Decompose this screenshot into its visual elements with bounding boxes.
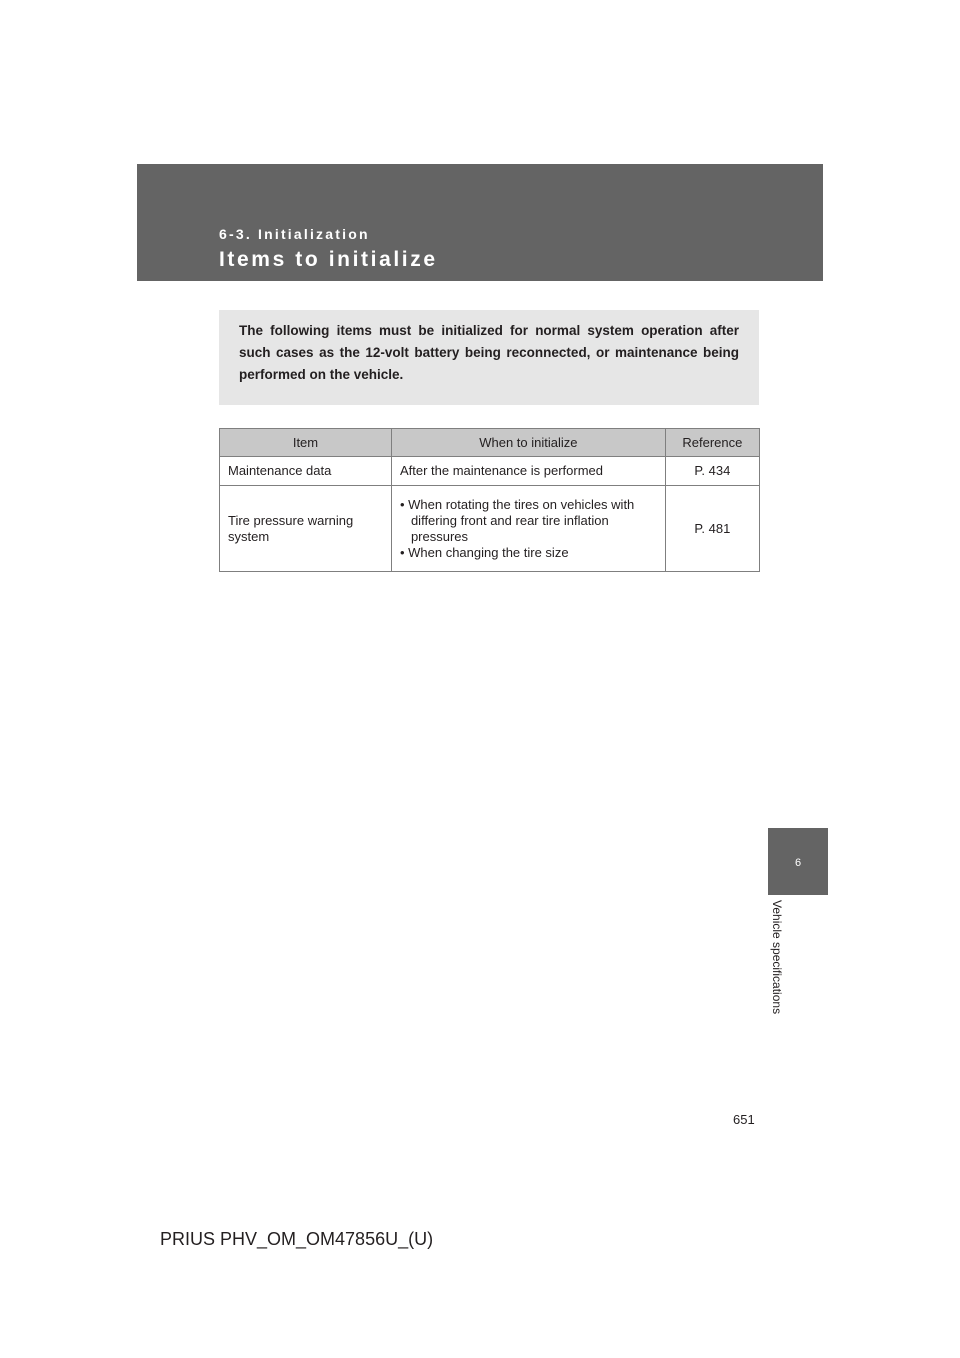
chapter-number: 6 <box>794 857 802 869</box>
page-number: 651 <box>733 1112 755 1127</box>
column-header-when: When to initialize <box>391 429 665 457</box>
table-row <box>220 457 760 486</box>
table-row <box>220 486 760 572</box>
bullet-item: • When changing the tire size <box>400 545 657 561</box>
chapter-label-wrap <box>770 900 794 1045</box>
chapter-label: Vehicle specifications <box>770 900 784 1015</box>
column-header-item: Item <box>220 429 392 457</box>
intro-text: The following items must be initialized for normal system operation after such cases as the 12-volt battery being reconnected, or maintenance being performed on the vehicle. <box>239 323 739 382</box>
intro-box <box>219 310 759 405</box>
column-header-reference: Reference <box>665 429 759 457</box>
page-title: Items to initialize <box>219 248 438 271</box>
section-number: 6-3. Initialization <box>219 226 370 242</box>
section-header <box>137 164 823 281</box>
cell-when <box>391 486 665 572</box>
table-header-row <box>220 429 760 457</box>
cell-reference: P. 434 <box>665 457 759 486</box>
initialize-table <box>219 428 760 572</box>
chapter-tab <box>768 828 828 895</box>
document-code: PRIUS PHV_OM_OM47856U_(U) <box>160 1229 434 1249</box>
cell-item: Maintenance data <box>220 457 392 486</box>
cell-item: Tire pressure warning system <box>220 486 392 572</box>
cell-when: After the maintenance is performed <box>391 457 665 486</box>
cell-reference: P. 481 <box>665 486 759 572</box>
bullet-item: • When rotating the tires on vehicles with differing front and rear tire inflation pressures <box>400 497 657 545</box>
